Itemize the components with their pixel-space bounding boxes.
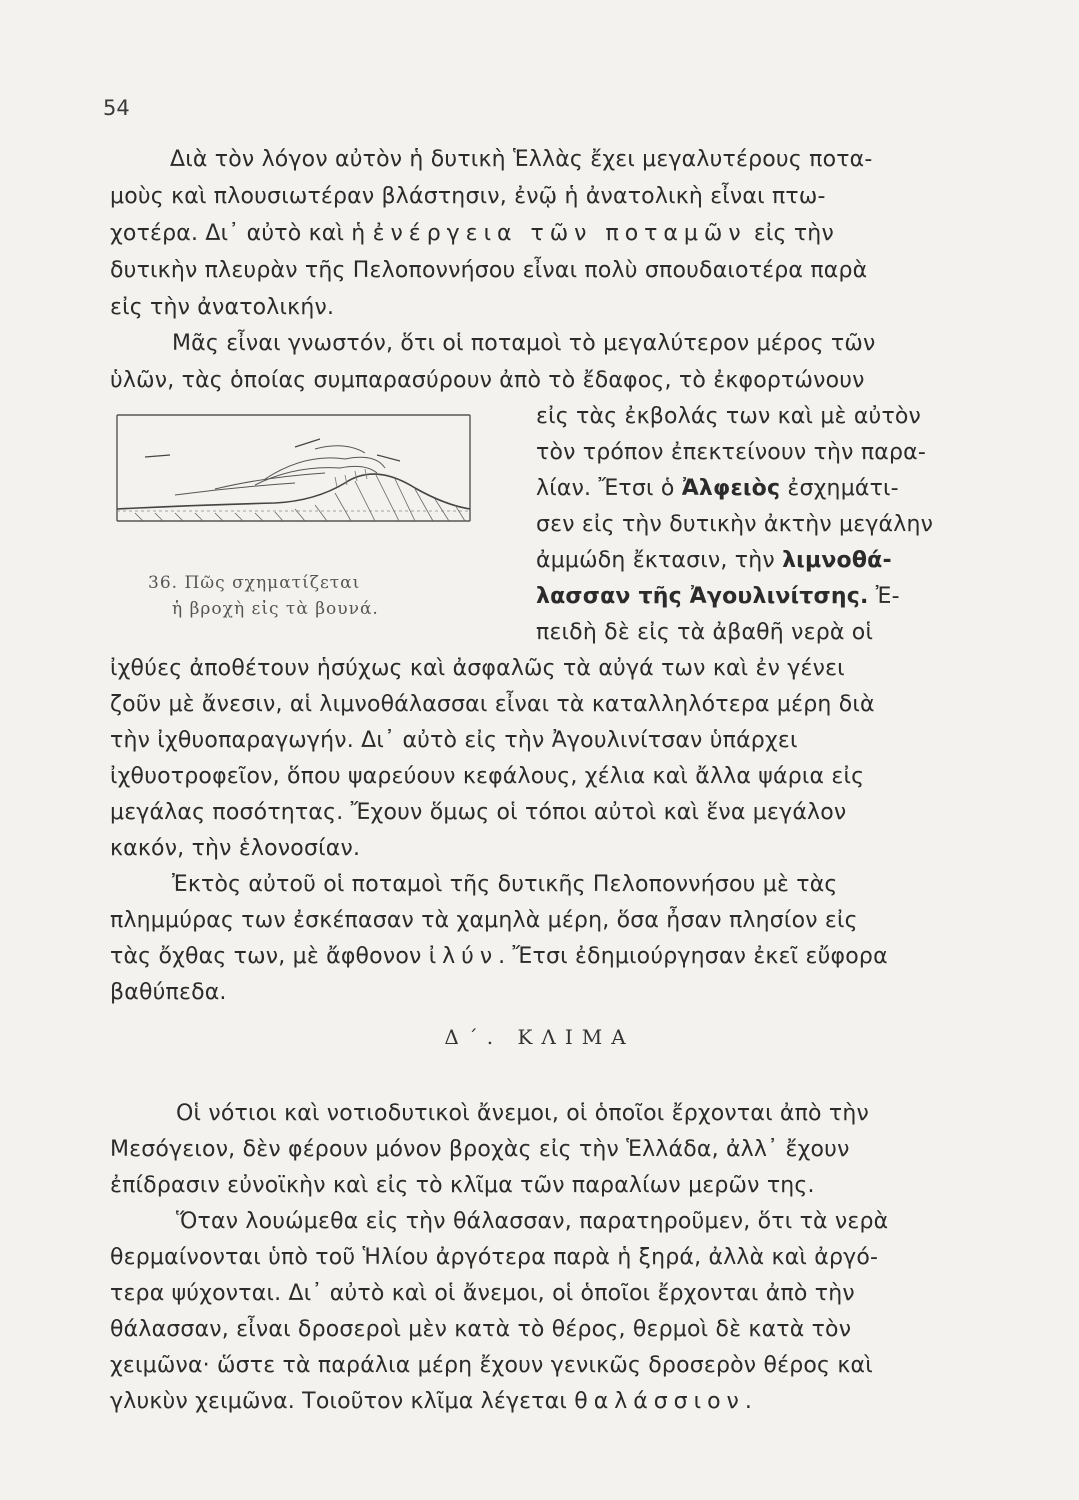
- text-line: θάλασσαν, εἶναι δροσεροὶ μὲν κατὰ τὸ θέρος, θερμοὶ δὲ κατὰ τὸν: [110, 1317, 852, 1342]
- text-line: εἰς τὴν ἀνατολικήν.: [110, 295, 335, 320]
- text-line: τὰς ὄχθας των, μὲ ἄφθονον ἰλύν. Ἔτσι ἐδημιούργησαν ἐκεῖ εὔφορα: [110, 944, 888, 969]
- text-line: γλυκὺν χειμῶνα. Τοιοῦτον κλῖμα λέγεται θαλάσσιον.: [110, 1389, 753, 1414]
- text-line: τὸν τρόπον ἐπεκτείνουν τὴν παρα-: [536, 440, 927, 465]
- page-number: 54: [103, 96, 130, 120]
- text-line: μεγάλας ποσότητας. Ἔχουν ὅμως οἱ τόποι αὐτοὶ καὶ ἕνα μεγάλον: [110, 800, 847, 825]
- text-line: κακόν, τὴν ἑλονοσίαν.: [110, 836, 361, 861]
- text-line: χειμῶνα· ὥστε τὰ παράλια μέρη ἔχουν γενικῶς δροσερὸν θέρος καὶ: [110, 1353, 873, 1378]
- spaced-term: ἰλύν: [428, 944, 499, 969]
- text-line: πειδὴ δὲ εἰς τὰ ἀβαθῆ νερὰ οἱ: [536, 620, 874, 645]
- bold-term: λιμνοθά-: [782, 548, 892, 573]
- figure-number: 36.: [148, 573, 179, 593]
- spaced-term: ἐνέργεια τῶν ποταμῶν: [372, 221, 747, 246]
- figure-caption-line2: ἡ βροχὴ εἰς τὰ βουνά.: [172, 599, 379, 619]
- text-line: θερμαίνονται ὑπὸ τοῦ Ἡλίου ἀργότερα παρὰ ἡ ξηρά, ἀλλὰ καὶ ἀργό-: [110, 1245, 879, 1270]
- text-line: Ἐκτὸς αὐτοῦ οἱ ποταμοὶ τῆς δυτικῆς Πελοποννήσου μὲ τὰς: [172, 872, 838, 897]
- text-line: Ὅταν λουώμεθα εἰς τὴν θάλασσαν, παρατηροῦμεν, ὅτι τὰ νερὰ: [176, 1209, 889, 1234]
- text-line: πλημμύρας των ἐσκέπασαν τὰ χαμηλὰ μέρη, ὅσα ἦσαν πλησίον εἰς: [110, 908, 858, 933]
- text-line: μοὺς καὶ πλουσιωτέραν βλάστησιν, ἐνῷ ἡ ἀνατολικὴ εἶναι πτω-: [110, 184, 826, 209]
- bold-term: λασσαν τῆς Ἀγουλινίτσης.: [536, 584, 869, 609]
- text-line: ἀμμώδη ἔκτασιν, τὴν λιμνοθά-: [536, 548, 892, 573]
- text-line: ἰχθύες ἀποθέτουν ἡσύχως καὶ ἀσφαλῶς τὰ αὐγά των καὶ ἐν γένει: [110, 656, 845, 681]
- text-line: Διὰ τὸν λόγον αὐτὸν ἡ δυτικὴ Ἑλλὰς ἔχει μεγαλυτέρους ποτα-: [170, 147, 873, 172]
- text-line: λίαν. Ἔτσι ὁ Ἀλφειὸς ἐσχημάτι-: [536, 476, 899, 501]
- text-line: βαθύπεδα.: [110, 980, 227, 1005]
- text-line: ἰχθυοτροφεῖον, ὅπου ψαρεύουν κεφάλους, χέλια καὶ ἄλλα ψάρια εἰς: [110, 764, 865, 789]
- text-line: Μᾶς εἶναι γνωστόν, ὅτι οἱ ποταμοὶ τὸ μεγαλύτερον μέρος τῶν: [172, 331, 876, 356]
- text-line: ζοῦν μὲ ἄνεσιν, αἱ λιμνοθάλασσαι εἶναι τὰ καταλληλότερα μέρη διὰ: [110, 692, 875, 717]
- text-line: εἰς τὰς ἐκβολάς των καὶ μὲ αὐτὸν: [536, 404, 922, 429]
- text-line: Οἱ νότιοι καὶ νοτιοδυτικοὶ ἄνεμοι, οἱ ὁποῖοι ἔρχονται ἀπὸ τὴν: [176, 1101, 869, 1126]
- text-line: χοτέρα. Δι᾽ αὐτὸ καὶ ἡ ἐνέργεια τῶν ποταμῶν εἰς τὴν: [110, 221, 834, 246]
- text-line: λασσαν τῆς Ἀγουλινίτσης. Ἐ-: [536, 584, 900, 609]
- text-line: ἐπίδρασιν εὐνοϊκὴν καὶ εἰς τὸ κλῖμα τῶν παραλίων μερῶν της.: [110, 1173, 815, 1198]
- text-line: ὑλῶν, τὰς ὁποίας συμπαρασύρουν ἀπὸ τὸ ἔδαφος, τὸ ἐκφορτώνουν: [110, 368, 865, 393]
- bold-term: Ἀλφειὸς: [681, 476, 781, 501]
- figure-caption: 36. Πῶς σχηματίζεται: [148, 573, 361, 593]
- rain-formation-illustration: [115, 413, 475, 525]
- text-line: Μεσόγειον, δὲν φέρουν μόνον βροχὰς εἰς τὴν Ἑλλάδα, ἀλλ᾽ ἔχουν: [110, 1137, 850, 1162]
- section-heading: Δ΄. ΚΛΙΜΑ: [444, 1025, 635, 1049]
- text-line: τὴν ἰχθυοπαραγωγήν. Δι᾽ αὐτὸ εἰς τὴν Ἀγουλινίτσαν ὑπάρχει: [110, 728, 798, 753]
- text-line: σεν εἰς τὴν δυτικὴν ἀκτὴν μεγάλην: [536, 512, 934, 537]
- text-line: δυτικὴν πλευρὰν τῆς Πελοποννήσου εἶναι πολὺ σπουδαιοτέρα παρὰ: [110, 258, 868, 283]
- spaced-term: θαλάσσιον: [574, 1389, 745, 1414]
- text-line: τερα ψύχονται. Δι᾽ αὐτὸ καὶ οἱ ἄνεμοι, οἱ ὁποῖοι ἔρχονται ἀπὸ τὴν: [110, 1281, 855, 1306]
